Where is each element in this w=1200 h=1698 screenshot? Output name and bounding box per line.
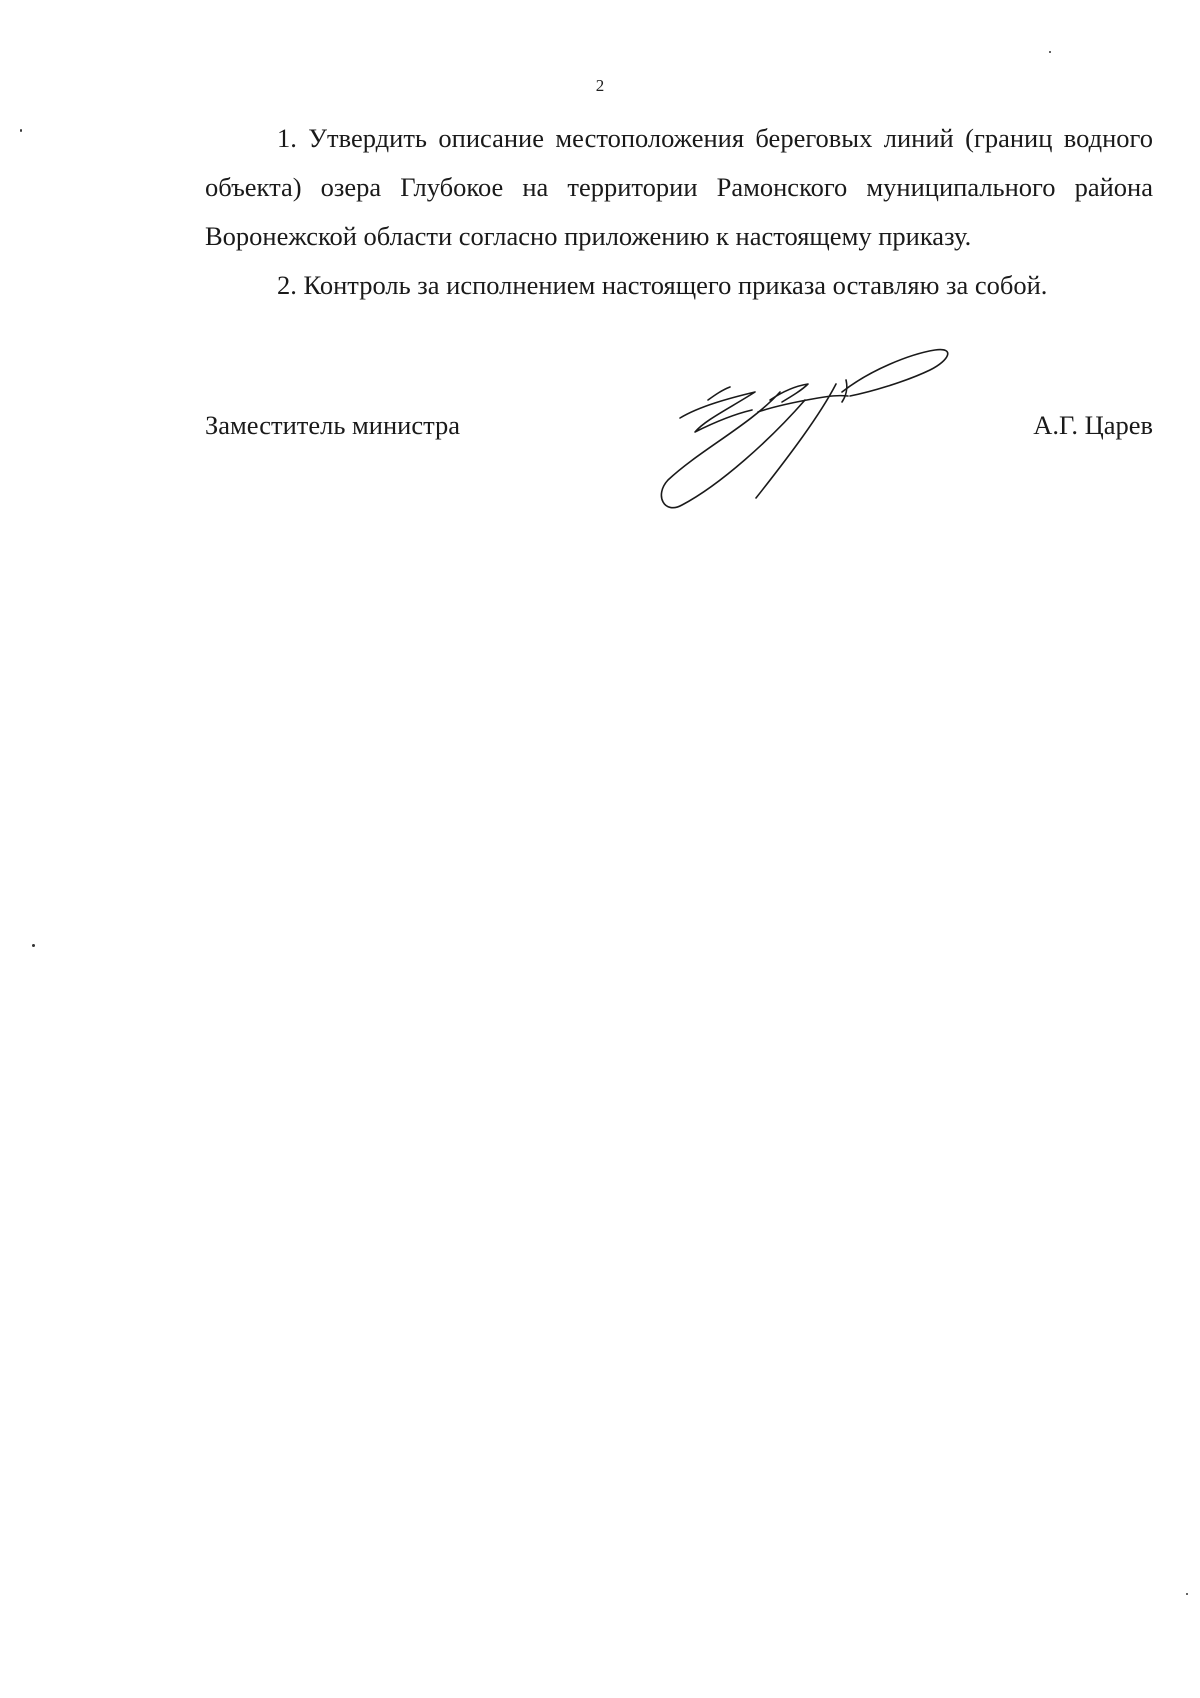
signatory-position: Заместитель министра — [205, 410, 461, 440]
handwritten-signature — [660, 340, 1020, 520]
scan-speck — [20, 129, 22, 132]
signatory-name: А.Г. Царев — [1033, 410, 1153, 440]
paragraph-control-execution: 2. Контроль за исполнением настоящего приказа оставляю за собой. — [277, 270, 1048, 300]
page-number: 2 — [595, 76, 605, 95]
scan-speck — [1186, 1593, 1188, 1595]
scan-speck — [1049, 51, 1051, 53]
paragraph-approve-description: 1. Утвердить описание местоположения береговых линий (границ водного объекта) озера Глубокое на территории Рамонского муниципального района Воронежской области согласно приложению к настоящему приказу. — [205, 123, 1153, 251]
scan-speck — [32, 944, 35, 947]
